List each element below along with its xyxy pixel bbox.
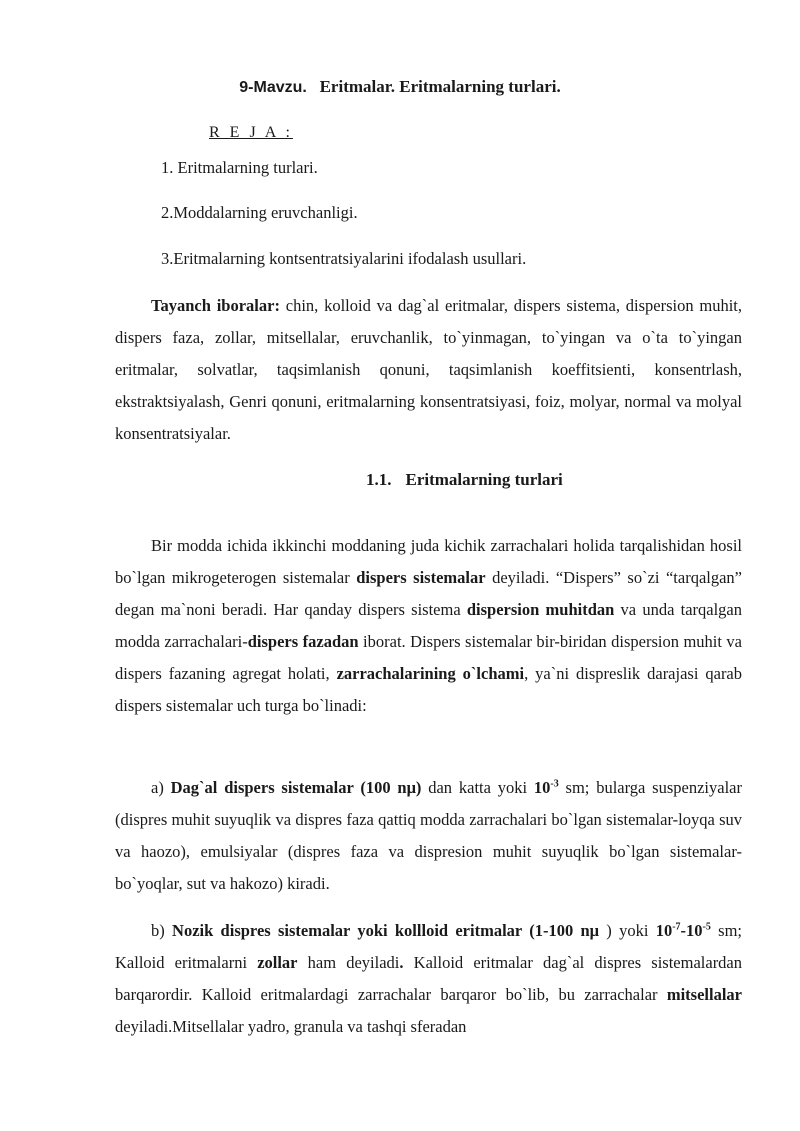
superscript: -7 [672, 921, 681, 933]
text-run: va unda tarqalgan modda zarrachalari- [115, 600, 742, 651]
keywords-label: Tayanch iboralar: [151, 296, 280, 315]
text-run: Bir modda ichida ikkinchi moddaning juda kichik zarrachalari holida tarqalishidan hosil bo`lgan mikrogeterogen sistemalar [115, 536, 742, 587]
text-run: dan katta yoki [421, 778, 534, 797]
bold-term: zollar [257, 953, 298, 972]
text-run: ) yoki [599, 921, 656, 940]
section-heading [366, 470, 563, 490]
bold-term: zarrachalarining o`lchami [336, 664, 525, 683]
text-run: deyiladi. “Dispers” so`zi “tarqalgan” degan ma`noni beradi. Har qanday dispers sistema [115, 568, 742, 619]
keywords-paragraph [115, 290, 742, 450]
superscript: -3 [550, 778, 559, 790]
section-number: 1.1. [366, 470, 392, 489]
bold-term: Dag`al dispers sistemalar (100 nμ) [170, 778, 422, 797]
text-run: sm; bularga suspenziyalar (dispres muhit suyuqlik va dispres faza qattiq modda zarrachalari bo`lgan sistemalar-loyqa suv va haozo), emulsiyalar (dispres faza va dispresion muhit suyuqlik bo`lgan sistemalar-bo`yoqlar, sut va hakozo) kiradi. [115, 778, 742, 893]
plan-heading: R E J A : [209, 124, 293, 141]
bold-term: Nozik dispres sistemalar yoki kollloid eritmalar (1-100 nμ [172, 921, 600, 940]
title-main: Eritmalar. Eritmalarning turlari. [319, 77, 561, 96]
text-run: iborat. Dispers sistemalar bir-biridan dispersion muhit va dispers fazaning agregat holati, [115, 632, 742, 683]
bold-term: 10 [533, 778, 551, 797]
plan-item: 3.Eritmalarning kontsentratsiyalarini ifodalash usullari. [161, 249, 527, 268]
bold-term: 10 [655, 921, 673, 940]
bold-term: dispers sistemalar [356, 568, 486, 587]
paragraph-dispers [115, 530, 742, 722]
superscript: -5 [702, 921, 711, 933]
paragraph-colloid [115, 915, 742, 1043]
plan-item: 1. Eritmalarning turlari. [161, 158, 318, 177]
bold-term: . [399, 953, 404, 972]
bold-term: dispers fazadan [247, 632, 359, 651]
section-title: Eritmalarning turlari [405, 470, 563, 489]
plan-item: 2.Moddalarning eruvchanligi. [161, 203, 358, 222]
text-run: Kalloid eritmalar dag`al dispres sistemalardan barqarordir. Kalloid eritmalardagi zarrachalar barqaror bo`lib, bu zarrachalar [115, 953, 743, 1004]
text-run: ham deyiladi [297, 953, 400, 972]
bold-term: -10 [680, 921, 703, 940]
keywords-text: chin, kolloid va dag`al eritmalar, dispers sistema, dispersion muhit, dispers faza, zollar, mitsellalar, eruvchanlik, to`yinmagan, to`yingan va o`ta to`yingan eritmalar, solvatlar, taqsimlanish qonuni, taqsimlanish koeffitsienti, konsentrlash, ekstraktsiyalash, Genri qonuni, eritmalarning konsentratsiyasi, foiz, molyar, normal va molyal konsentratsiyalar. [115, 296, 743, 443]
bold-term: mitsellalar [666, 985, 742, 1004]
text-run: a) [151, 778, 171, 797]
text-run: sm; Kalloid eritmalarni [115, 921, 742, 972]
page-title [0, 77, 800, 97]
text-run: b) [151, 921, 173, 940]
text-run: , ya`ni dispreslik darajasi qarab dispers sistemalar uch turga bo`linadi: [115, 664, 743, 715]
text-run: deyiladi.Mitsellalar yadro, granula va tashqi sferadan [115, 1017, 467, 1036]
bold-term: dispersion muhitdan [466, 600, 615, 619]
title-prefix: 9-Mavzu. [239, 79, 307, 96]
paragraph-coarse [115, 772, 742, 900]
